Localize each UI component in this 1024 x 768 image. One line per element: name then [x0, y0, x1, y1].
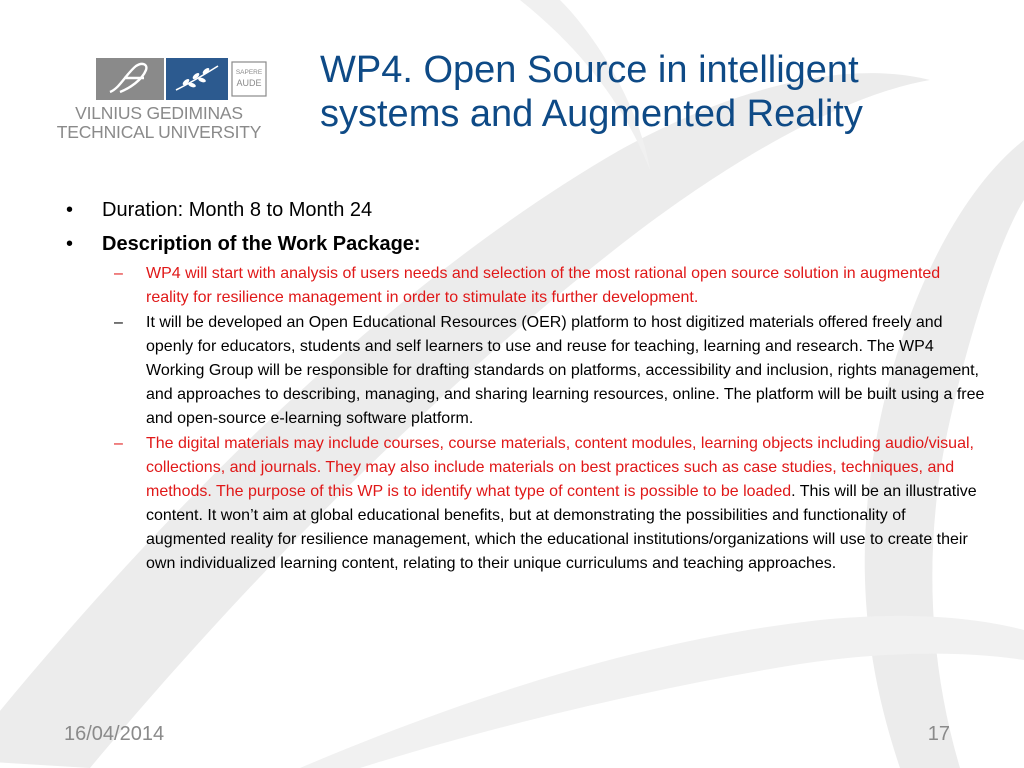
description-heading: Description of the Work Package: — [102, 233, 421, 255]
sub-item-3-red-text: The digital materials may include courses, course materials, content modules, learning objects including audio/visual, collections, and journals. They may also include materials on best practices such as case studies, techniques, and methods. The purpose of this WP is to identify what type of content is possible to be loaded — [146, 435, 974, 500]
footer-date: 16/04/2014 — [64, 723, 165, 745]
sub-item-1-text: WP4 will start with analysis of users needs and selection of the most rational open source solution in augmented reality for resilience management in order to stimulate its further development. — [146, 265, 941, 306]
bullet-item-description — [66, 232, 986, 256]
university-logo — [48, 58, 270, 144]
slide-title-line-2: systems and Augmented Reality — [320, 93, 863, 135]
dash-glyph: – — [114, 435, 123, 452]
duration-text: Duration: Month 8 to Month 24 — [102, 199, 373, 221]
logo-emblem — [96, 58, 268, 100]
logo-motto-top: SAPERE — [235, 69, 263, 76]
logo-motto-bottom: AUDE — [236, 78, 262, 88]
dash-glyph: – — [114, 265, 123, 282]
dash-glyph: – — [114, 314, 123, 331]
sub-item-3 — [66, 432, 986, 576]
sub-item-2 — [66, 311, 986, 431]
sub-item-2-text: It will be developed an Open Educational Resources (OER) platform to host digitized materials offered freely and openly for educators, students and self learners to use and reuse for teaching, learning and research. The WP4 Working Group will be responsible for drafting standards on platforms, accessibility and inclusion, rights management, and approaches to describing, managing, and sharing learning resources, online. The platform will be built using a free and open-source e-learning software platform. — [146, 314, 985, 427]
bullet-glyph: • — [66, 199, 74, 221]
sub-item-3-black-text: . This will be an illustrative content. It won’t aim at global educational benefits, but at demonstrating the possibilities and functionality of augmented reality for resilience management, which the educational institutions/organizations will use to create their own individualized learning content, relating to their unique curriculums and teaching approaches. — [146, 483, 977, 572]
sub-item-1 — [66, 262, 986, 310]
slide-title — [320, 48, 1010, 136]
logo-text-line-1: VILNIUS GEDIMINAS — [75, 103, 243, 123]
logo-text-line-2: TECHNICAL UNIVERSITY — [56, 122, 262, 142]
slide-title-line-1: WP4. Open Source in intelligent — [320, 49, 859, 91]
bullet-item-duration — [66, 198, 986, 222]
slide-body — [66, 198, 986, 577]
bullet-glyph: • — [66, 233, 74, 255]
footer-page-number: 17 — [927, 723, 950, 745]
